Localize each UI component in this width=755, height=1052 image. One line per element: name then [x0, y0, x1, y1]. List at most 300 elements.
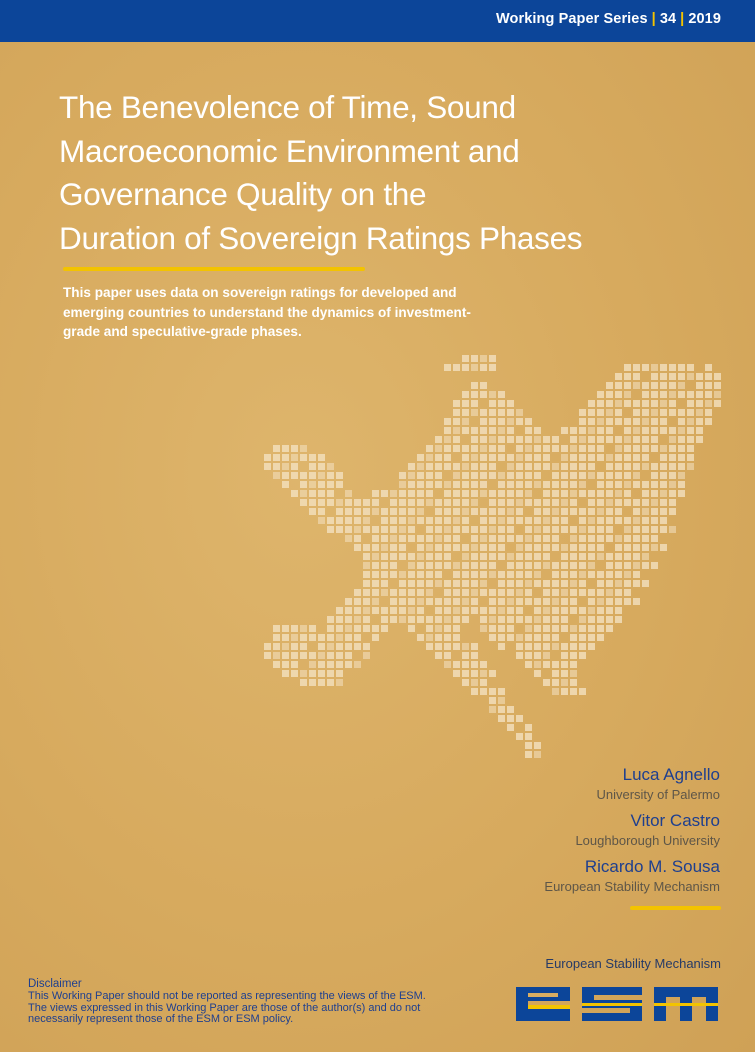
map-pixel: [345, 508, 352, 515]
map-pixel: [327, 481, 334, 488]
map-pixel: [453, 445, 460, 452]
map-pixel: [624, 571, 631, 578]
map-pixel: [561, 616, 568, 623]
title-line: Duration of Sovereign Ratings Phases: [59, 219, 583, 256]
title-line: The Benevolence of Time, Sound: [59, 89, 516, 125]
map-pixel: [363, 499, 370, 506]
map-pixel: [534, 517, 541, 524]
map-pixel: [624, 445, 631, 452]
map-pixel: [300, 670, 307, 677]
map-pixel: [570, 562, 577, 569]
map-pixel: [372, 589, 379, 596]
map-pixel: [543, 535, 550, 542]
map-pixel: [399, 607, 406, 614]
map-pixel: [624, 490, 631, 497]
map-pixel: [327, 652, 334, 659]
map-pixel: [525, 463, 532, 470]
map-pixel: [480, 625, 487, 632]
map-pixel: [480, 418, 487, 425]
map-pixel: [516, 535, 523, 542]
map-pixel: [336, 634, 343, 641]
map-pixel: [309, 625, 316, 632]
map-pixel: [543, 517, 550, 524]
author-underline: [630, 906, 721, 910]
map-pixel: [525, 724, 532, 731]
map-pixel: [318, 481, 325, 488]
map-pixel: [399, 499, 406, 506]
map-pixel: [291, 454, 298, 461]
map-pixel: [669, 454, 676, 461]
map-pixel: [507, 571, 514, 578]
map-pixel: [462, 526, 469, 533]
map-pixel: [588, 634, 595, 641]
map-pixel: [642, 526, 649, 533]
map-pixel: [480, 454, 487, 461]
map-pixel: [480, 544, 487, 551]
map-pixel: [669, 499, 676, 506]
map-pixel: [354, 517, 361, 524]
map-pixel: [417, 535, 424, 542]
map-pixel: [435, 508, 442, 515]
map-pixel: [525, 643, 532, 650]
map-pixel: [444, 643, 451, 650]
map-pixel: [633, 436, 640, 443]
map-pixel: [606, 436, 613, 443]
map-pixel: [615, 373, 622, 380]
map-pixel: [471, 598, 478, 605]
map-pixel: [498, 634, 505, 641]
author-affiliation: European Stability Mechanism: [544, 879, 720, 894]
map-pixel: [489, 454, 496, 461]
map-pixel: [309, 499, 316, 506]
map-pixel: [444, 598, 451, 605]
map-pixel: [651, 391, 658, 398]
map-pixel: [534, 625, 541, 632]
map-pixel: [534, 643, 541, 650]
map-pixel: [489, 634, 496, 641]
map-pixel: [417, 607, 424, 614]
map-pixel: [534, 670, 541, 677]
map-pixel: [327, 625, 334, 632]
map-pixel: [579, 409, 586, 416]
map-pixel: [588, 409, 595, 416]
map-pixel: [516, 580, 523, 587]
map-pixel: [471, 661, 478, 668]
map-pixel: [507, 454, 514, 461]
map-pixel: [471, 481, 478, 488]
map-pixel: [552, 688, 559, 695]
map-pixel: [633, 544, 640, 551]
map-pixel: [579, 562, 586, 569]
map-pixel: [318, 670, 325, 677]
europe-pixel-map-icon: [255, 355, 725, 795]
map-pixel: [300, 454, 307, 461]
map-pixel: [606, 454, 613, 461]
map-pixel: [525, 418, 532, 425]
map-pixel: [417, 472, 424, 479]
map-pixel: [552, 463, 559, 470]
map-pixel: [453, 598, 460, 605]
map-pixel: [408, 616, 415, 623]
map-pixel: [498, 427, 505, 434]
map-pixel: [588, 517, 595, 524]
map-pixel: [642, 553, 649, 560]
map-pixel: [633, 400, 640, 407]
map-pixel: [444, 490, 451, 497]
map-pixel: [480, 580, 487, 587]
map-pixel: [597, 517, 604, 524]
map-pixel: [435, 472, 442, 479]
map-pixel: [552, 499, 559, 506]
map-pixel: [669, 364, 676, 371]
map-pixel: [417, 634, 424, 641]
map-pixel: [660, 373, 667, 380]
map-pixel: [624, 364, 631, 371]
map-pixel: [516, 553, 523, 560]
map-pixel: [444, 553, 451, 560]
map-pixel: [660, 463, 667, 470]
map-pixel: [543, 679, 550, 686]
map-pixel: [633, 418, 640, 425]
map-pixel: [615, 409, 622, 416]
map-pixel: [543, 508, 550, 515]
map-pixel: [408, 526, 415, 533]
map-pixel: [489, 427, 496, 434]
map-pixel: [615, 571, 622, 578]
map-pixel: [561, 670, 568, 677]
map-pixel: [498, 616, 505, 623]
map-pixel: [372, 580, 379, 587]
map-pixel: [561, 427, 568, 434]
map-pixel: [570, 589, 577, 596]
map-pixel: [435, 580, 442, 587]
map-pixel: [372, 526, 379, 533]
map-pixel: [570, 634, 577, 641]
map-pixel: [561, 508, 568, 515]
map-pixel: [507, 463, 514, 470]
map-pixel: [543, 454, 550, 461]
map-pixel: [525, 634, 532, 641]
map-pixel: [579, 607, 586, 614]
map-pixel: [516, 616, 523, 623]
map-pixel: [588, 535, 595, 542]
map-pixel: [381, 508, 388, 515]
map-pixel: [588, 544, 595, 551]
map-pixel: [390, 571, 397, 578]
map-pixel: [543, 553, 550, 560]
map-pixel: [543, 445, 550, 452]
map-pixel: [624, 499, 631, 506]
map-pixel: [597, 427, 604, 434]
map-pixel: [579, 454, 586, 461]
map-pixel: [651, 418, 658, 425]
map-pixel: [354, 589, 361, 596]
map-pixel: [597, 598, 604, 605]
map-pixel: [453, 490, 460, 497]
map-pixel: [480, 526, 487, 533]
map-pixel: [318, 634, 325, 641]
map-pixel: [453, 661, 460, 668]
map-pixel: [660, 481, 667, 488]
map-pixel: [408, 625, 415, 632]
map-pixel: [372, 607, 379, 614]
map-pixel: [426, 544, 433, 551]
map-pixel: [660, 400, 667, 407]
map-pixel: [435, 445, 442, 452]
map-pixel: [372, 625, 379, 632]
map-pixel: [273, 625, 280, 632]
map-pixel: [525, 751, 532, 758]
map-pixel: [561, 445, 568, 452]
map-pixel: [669, 373, 676, 380]
map-pixel: [642, 499, 649, 506]
map-pixel: [435, 553, 442, 560]
map-pixel: [327, 490, 334, 497]
map-pixel: [300, 472, 307, 479]
map-pixel: [345, 499, 352, 506]
map-pixel: [453, 580, 460, 587]
map-pixel: [579, 652, 586, 659]
map-pixel: [678, 436, 685, 443]
map-pixel: [624, 589, 631, 596]
map-pixel: [462, 553, 469, 560]
map-pixel: [300, 481, 307, 488]
map-pixel: [336, 481, 343, 488]
map-pixel: [291, 643, 298, 650]
map-pixel: [552, 544, 559, 551]
map-pixel: [390, 544, 397, 551]
map-pixel: [669, 400, 676, 407]
map-pixel: [588, 436, 595, 443]
map-pixel: [561, 562, 568, 569]
map-pixel: [525, 589, 532, 596]
map-pixel: [525, 661, 532, 668]
map-pixel: [543, 544, 550, 551]
map-pixel: [597, 571, 604, 578]
map-pixel: [507, 598, 514, 605]
map-pixel: [507, 580, 514, 587]
map-pixel: [300, 643, 307, 650]
map-pixel: [624, 481, 631, 488]
map-pixel: [678, 463, 685, 470]
map-pixel: [606, 517, 613, 524]
map-pixel: [642, 580, 649, 587]
map-pixel: [507, 490, 514, 497]
map-pixel: [363, 580, 370, 587]
map-pixel: [588, 400, 595, 407]
map-pixel: [525, 454, 532, 461]
map-pixel: [273, 652, 280, 659]
map-pixel: [651, 544, 658, 551]
map-pixel: [642, 490, 649, 497]
map-pixel: [318, 454, 325, 461]
map-pixel: [696, 427, 703, 434]
map-pixel: [552, 598, 559, 605]
map-pixel: [687, 364, 694, 371]
map-pixel: [318, 508, 325, 515]
map-pixel: [372, 508, 379, 515]
map-pixel: [462, 418, 469, 425]
map-pixel: [309, 652, 316, 659]
map-pixel: [417, 589, 424, 596]
map-pixel: [642, 517, 649, 524]
map-pixel: [498, 508, 505, 515]
map-pixel: [597, 508, 604, 515]
map-pixel: [516, 562, 523, 569]
map-pixel: [300, 625, 307, 632]
disclaimer-title: Disclaimer: [28, 978, 82, 990]
map-pixel: [525, 490, 532, 497]
map-pixel: [444, 445, 451, 452]
map-pixel: [507, 499, 514, 506]
map-pixel: [453, 436, 460, 443]
map-pixel: [561, 463, 568, 470]
map-pixel: [669, 526, 676, 533]
map-pixel: [633, 553, 640, 560]
map-pixel: [498, 409, 505, 416]
map-pixel: [489, 517, 496, 524]
map-pixel: [552, 472, 559, 479]
map-pixel: [318, 499, 325, 506]
map-pixel: [570, 499, 577, 506]
map-pixel: [561, 679, 568, 686]
map-pixel: [318, 490, 325, 497]
map-pixel: [543, 607, 550, 614]
map-pixel: [597, 526, 604, 533]
map-pixel: [336, 472, 343, 479]
map-pixel: [597, 391, 604, 398]
map-pixel: [489, 697, 496, 704]
map-pixel: [687, 445, 694, 452]
map-pixel: [624, 544, 631, 551]
map-pixel: [633, 373, 640, 380]
map-pixel: [435, 625, 442, 632]
map-pixel: [534, 481, 541, 488]
map-pixel: [525, 535, 532, 542]
map-pixel: [489, 598, 496, 605]
map-pixel: [714, 391, 721, 398]
map-pixel: [561, 472, 568, 479]
map-pixel: [696, 382, 703, 389]
map-pixel: [273, 634, 280, 641]
map-pixel: [282, 445, 289, 452]
map-pixel: [417, 517, 424, 524]
map-pixel: [678, 427, 685, 434]
map-pixel: [561, 553, 568, 560]
map-pixel: [597, 472, 604, 479]
map-pixel: [678, 445, 685, 452]
map-pixel: [444, 454, 451, 461]
map-pixel: [579, 589, 586, 596]
map-pixel: [426, 490, 433, 497]
map-pixel: [417, 454, 424, 461]
map-pixel: [588, 499, 595, 506]
map-pixel: [345, 625, 352, 632]
map-pixel: [561, 544, 568, 551]
map-pixel: [444, 661, 451, 668]
map-pixel: [534, 544, 541, 551]
map-pixel: [363, 562, 370, 569]
map-pixel: [516, 517, 523, 524]
map-pixel: [579, 643, 586, 650]
map-pixel: [534, 751, 541, 758]
map-pixel: [453, 409, 460, 416]
map-pixel: [561, 598, 568, 605]
map-pixel: [606, 418, 613, 425]
map-pixel: [615, 391, 622, 398]
map-pixel: [462, 499, 469, 506]
map-pixel: [588, 598, 595, 605]
map-pixel: [471, 607, 478, 614]
map-pixel: [345, 607, 352, 614]
map-pixel: [570, 661, 577, 668]
map-pixel: [687, 436, 694, 443]
map-pixel: [651, 427, 658, 434]
map-pixel: [426, 553, 433, 560]
map-pixel: [480, 409, 487, 416]
map-pixel: [318, 643, 325, 650]
map-pixel: [678, 490, 685, 497]
map-pixel: [453, 499, 460, 506]
map-pixel: [426, 589, 433, 596]
map-pixel: [273, 445, 280, 452]
map-pixel: [561, 661, 568, 668]
map-pixel: [570, 625, 577, 632]
map-pixel: [417, 553, 424, 560]
map-pixel: [705, 400, 712, 407]
author-list: [400, 764, 720, 902]
map-pixel: [624, 436, 631, 443]
map-pixel: [372, 571, 379, 578]
map-pixel: [507, 418, 514, 425]
map-pixel: [606, 616, 613, 623]
map-pixel: [336, 679, 343, 686]
map-pixel: [588, 427, 595, 434]
map-pixel: [579, 418, 586, 425]
map-pixel: [624, 517, 631, 524]
map-pixel: [606, 607, 613, 614]
map-pixel: [453, 625, 460, 632]
map-pixel: [300, 499, 307, 506]
map-pixel: [444, 526, 451, 533]
map-pixel: [462, 391, 469, 398]
map-pixel: [471, 490, 478, 497]
map-pixel: [579, 580, 586, 587]
map-pixel: [597, 499, 604, 506]
map-pixel: [642, 400, 649, 407]
map-pixel: [507, 409, 514, 416]
map-pixel: [624, 391, 631, 398]
map-pixel: [624, 472, 631, 479]
map-pixel: [471, 499, 478, 506]
map-pixel: [390, 490, 397, 497]
map-pixel: [534, 571, 541, 578]
map-pixel: [444, 535, 451, 542]
map-pixel: [705, 364, 712, 371]
map-pixel: [372, 544, 379, 551]
map-pixel: [372, 562, 379, 569]
map-pixel: [579, 445, 586, 452]
map-pixel: [354, 607, 361, 614]
map-pixel: [345, 517, 352, 524]
map-pixel: [282, 481, 289, 488]
map-pixel: [471, 445, 478, 452]
map-pixel: [417, 598, 424, 605]
map-pixel: [354, 508, 361, 515]
map-pixel: [615, 436, 622, 443]
map-pixel: [642, 445, 649, 452]
map-pixel: [381, 553, 388, 560]
